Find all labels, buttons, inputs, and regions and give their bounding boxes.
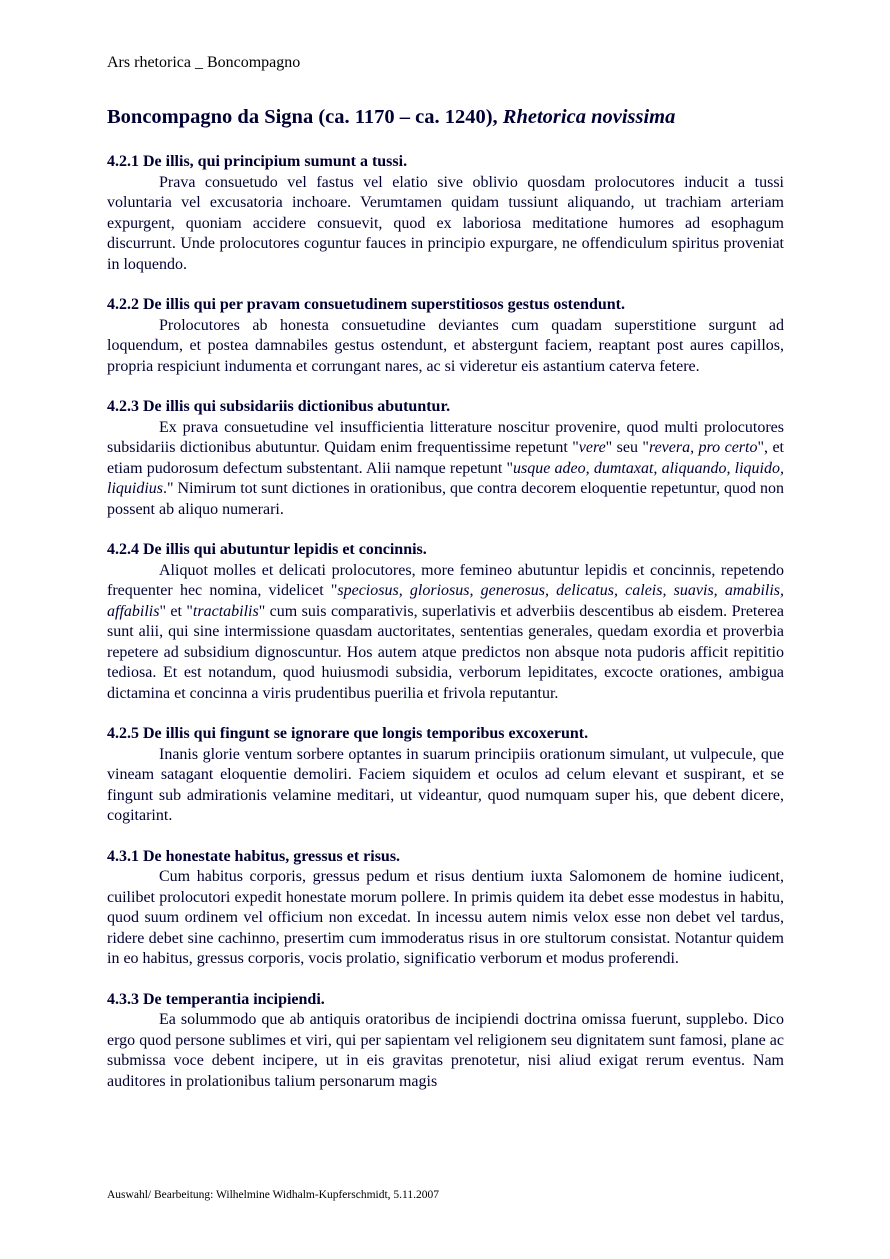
italic-term: revera, pro certo bbox=[648, 439, 758, 456]
title-author: Boncompagno da Signa (ca. 1170 – ca. 1240), bbox=[107, 106, 498, 128]
section-4-3-3 bbox=[107, 990, 784, 1093]
text-run: " et " bbox=[159, 602, 193, 620]
text-run: Prava consuetudo vel fastus vel elatio sive oblivio quosdam prolocutores inducit a tussi voluntaria vel excusatoria inchoare. Verumtamen quidam tussiunt aliquando, ut trachiam arteriam expurgent, quoniam accidere consuevit, quod ex laboriosa meditatione humores ad esophagum discurrunt. Unde prolocutores coguntur fauces in principio expurgare, ne offendiculum spiritus proveniat in loquendo. bbox=[107, 173, 784, 273]
section-text bbox=[107, 867, 784, 970]
running-head: Ars rhetorica _ Boncompagno bbox=[107, 54, 301, 71]
section-text bbox=[107, 173, 784, 276]
section-heading: 4.2.1 De illis, qui principium sumunt a tussi. bbox=[107, 153, 408, 170]
section-text bbox=[107, 1010, 784, 1092]
section-text bbox=[107, 561, 784, 705]
page-footer: Auswahl/ Bearbeitung: Wilhelmine Widhalm-Kupferschmidt, 5.11.2007 bbox=[107, 1189, 439, 1201]
section-4-3-1 bbox=[107, 847, 784, 970]
text-run: Ea solummodo que ab antiquis oratoribus de incipiendi doctrina omissa fuerunt, supplebo. Dico ergo quod persone sublimes et viri, qui per sapientam vel religionem seu dignitatem sunt famosi, plane ac submissa voce debent incipere, ut in eis gravitas prenotetur, nisi aliud exigat rerum eventus. Nam auditores in prolationibus talium personarum magis bbox=[107, 1011, 784, 1090]
italic-term: tractabilis bbox=[192, 602, 259, 620]
section-heading: 4.2.2 De illis qui per pravam consuetudinem superstitiosos gestus ostendunt. bbox=[107, 296, 625, 313]
section-heading: 4.3.1 De honestate habitus, gressus et risus. bbox=[107, 847, 401, 865]
text-run: Cum habitus corporis, gressus pedum et risus dentium iuxta Salomonem de homine iudicent, cuilibet prolocutori expedit honestate morum pollere. In primis quidem ita debet esse modestus in habitu, quod suum ordinem vel officium non excedat. In incessu autem nimis velox esse non debet vel tardus, ridere debet sine cachinno, presertim cum immoderatus risus in ore stultorum consistat. Notantur quidem in eo habitus, gressus corporis, vocis prolatio, significatio verborum et modus proferendi. bbox=[107, 868, 784, 967]
section-4-2-1 bbox=[107, 152, 784, 275]
section-heading: 4.2.3 De illis qui subsidariis dictionibus abutuntur. bbox=[107, 398, 451, 415]
section-text bbox=[107, 745, 784, 827]
italic-term: speciosus, gloriosus, generosus, delicatus, caleis, suavis, amabilis, affabilis bbox=[107, 582, 785, 620]
text-run: ." Nimirum tot sunt dictiones in orationibus, que contra decorem eloquentie repetuntur, quod non possent ab aliquo numerari. bbox=[107, 480, 784, 518]
section-heading: 4.2.5 De illis qui fingunt se ignorare que longis temporibus excoxerunt. bbox=[107, 725, 589, 742]
section-4-2-5 bbox=[107, 724, 784, 827]
text-run: Ex prava consuetudine vel insufficientia litterature noscitur provenire, quod multi prolocutores subsidariis dictionibus abutuntur. Quidam enim frequentissime repetunt " bbox=[107, 418, 784, 456]
text-run: Inanis glorie ventum sorbere optantes in suarum principiis orationum simulant, ut vulpecule, que vineam satagant eloquentie demoliri. Faciem siquidem et oculos ad celum elevant et suspirant, et se fingunt sub admirationis velamine meditari, ut videantur, quod numquam super his, que debent dicere, cogitarint. bbox=[107, 745, 784, 824]
page-title bbox=[107, 106, 797, 129]
section-heading: 4.2.4 De illis qui abutuntur lepidis et concinnis. bbox=[107, 541, 427, 558]
text-run: " cum suis comparativis, superlativis et adverbiis descentibus ab eisdem. Preterea sunt alii, qui sine intermissione quasdam auctoritates, sententias generales, quedam exordia et proverbia repetere ad subsidium dignoscuntur. Hos autem atque predictos non absque nota pudoris afficit repititio tediosa. Et est notandum, quod huiusmodi subsidia, verborum lepiditates, excocte orationes, ambigua dictamina et concinna a viris prudentibus puerilia et frivola reputantur. bbox=[107, 602, 785, 702]
section-4-2-2 bbox=[107, 295, 784, 377]
italic-term: vere bbox=[578, 439, 606, 456]
section-4-2-4 bbox=[107, 540, 784, 704]
text-run: Aliquot molles et delicati prolocutores, more femineo abutuntur lepidis et concinnis, repetendo frequenter hec nomina, videlicet " bbox=[107, 561, 784, 599]
section-heading: 4.3.3 De temperantia incipiendi. bbox=[107, 990, 325, 1008]
text-run: Prolocutores ab honesta consuetudine deviantes cum quadam superstitione surgunt ad loquendum, et postea damnabiles gestus ostendunt, et abstergunt faciem, reaptant post aures capillos, propria respiciunt indumenta et corrungant nares, ac si videretur eis astantium caterva fetere. bbox=[107, 316, 784, 375]
text-run: " seu " bbox=[605, 439, 649, 456]
section-text bbox=[107, 418, 784, 521]
title-work: Rhetorica novissima bbox=[502, 106, 676, 128]
section-text bbox=[107, 316, 784, 378]
text-run: ", et etiam pudorosum defectum substentant. Alii namque repetunt " bbox=[107, 439, 784, 477]
italic-term: usque adeo, dumtaxat, aliquando, liquido, liquidius bbox=[107, 459, 785, 497]
section-4-2-3 bbox=[107, 397, 784, 520]
document-body bbox=[107, 152, 784, 1112]
